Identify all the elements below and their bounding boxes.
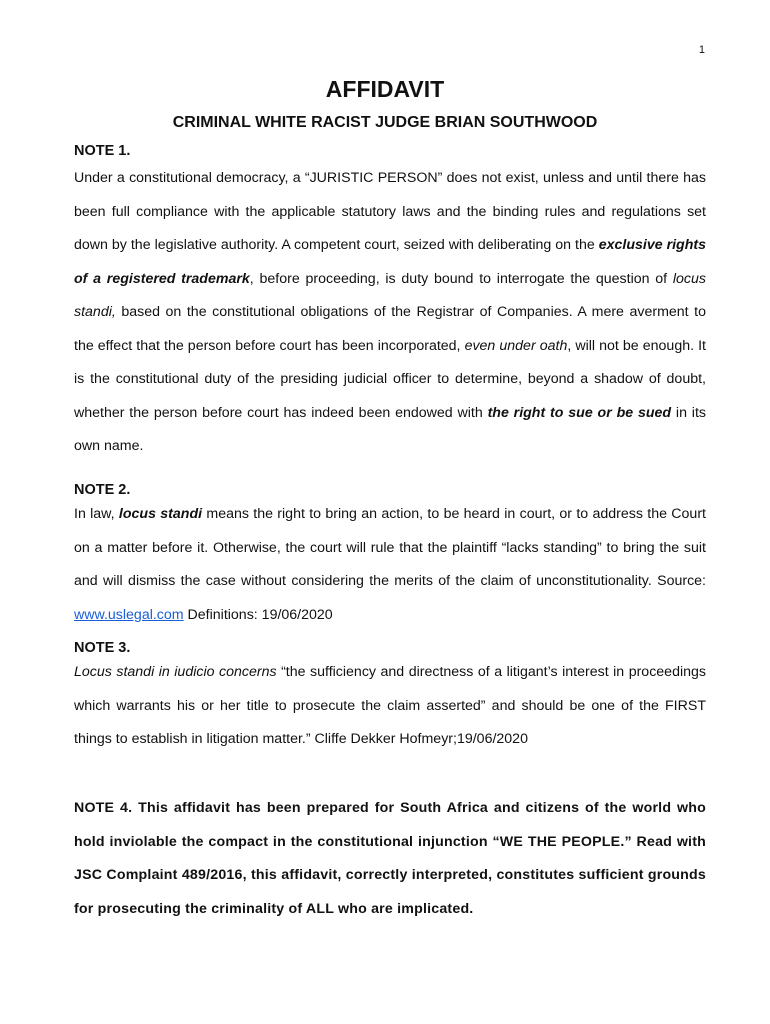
document-title: AFFIDAVIT [325, 76, 445, 102]
note-3-italic-locus-standi: Locus standi in iudicio concerns [74, 664, 277, 680]
note-2-emphasis-locus-standi: locus standi [118, 506, 203, 522]
note-2-text-1: In law, [74, 506, 119, 522]
note-1-text-1: Under a constitutional democracy, a “JURISTIC PERSON” does not exist, unless and until there has been full compliance with the applicable statutory laws and the binding rules and regulations set down by the legislative authority. A competent court, seized with deliberating on the [74, 170, 706, 253]
uslegal-link[interactable]: www.uslegal.com [74, 606, 184, 623]
note-3-body [74, 656, 706, 757]
note-3-heading: NOTE 3. [74, 640, 131, 656]
note-2-heading: NOTE 2. [74, 482, 131, 498]
note-1 [74, 143, 706, 464]
note-1-text-2: , before proceeding, is duty bound to interrogate the question of [249, 270, 673, 287]
note-1-emphasis-trademark: exclusive rights of a registered trademark [74, 237, 706, 287]
note-1-heading: NOTE 1. [74, 143, 131, 159]
note-1-body [74, 162, 706, 464]
note-1-text-5: in its own name. [74, 404, 706, 454]
note-1-emphasis-sue: the right to sue or be sued [487, 404, 672, 421]
note-2 [74, 482, 706, 632]
note-3-text-1: “the sufficiency and directness of a litigant’s interest in proceedings which warrants his or her title to prosecute the claim asserted” and should be one of the FIRST things to establish in litigation matter.” Cliffe Dekker Hofmeyr;19/06/2020 [74, 664, 706, 747]
note-1-text-4: , will not be enough. It is the constitutional duty of the presiding judicial officer to determine, beyond a shadow of doubt, whether the person before court has indeed been endowed with [74, 337, 706, 421]
note-2-body [74, 498, 706, 632]
note-1-text-3: based on the constitutional obligations of the Registrar of Companies. A mere averment to the effect that the person before court has been incorporated, [74, 304, 706, 354]
note-1-italic-oath: even under oath [464, 337, 568, 354]
note-2-text-3: Definitions: 19/06/2020 [183, 606, 333, 623]
note-2-text-2: means the right to bring an action, to be heard in court, or to address the Court on a matter before it. Otherwise, the court will rule that the plaintiff “lacks standing” to bring the suit and will dismiss the case without considering the merits of the claim of unconstitutionality. Source: [74, 506, 706, 589]
page-number: 1 [698, 44, 705, 56]
note-4-body: NOTE 4. This affidavit has been prepared for South Africa and citizens of the world who hold inviolable the compact in the constitutional injunction “WE THE PEOPLE.” Read with JSC Complaint 489/2016, this affidavit, correctly interpreted, constitutes sufficient grounds for prosecuting the criminality of ALL who are implicated. [74, 800, 706, 917]
note-4 [74, 792, 706, 926]
note-1-italic-locus-standi: locus standi, [74, 270, 706, 320]
document-subtitle: CRIMINAL WHITE RACIST JUDGE BRIAN SOUTHWOOD [172, 114, 598, 131]
note-3 [74, 640, 706, 757]
